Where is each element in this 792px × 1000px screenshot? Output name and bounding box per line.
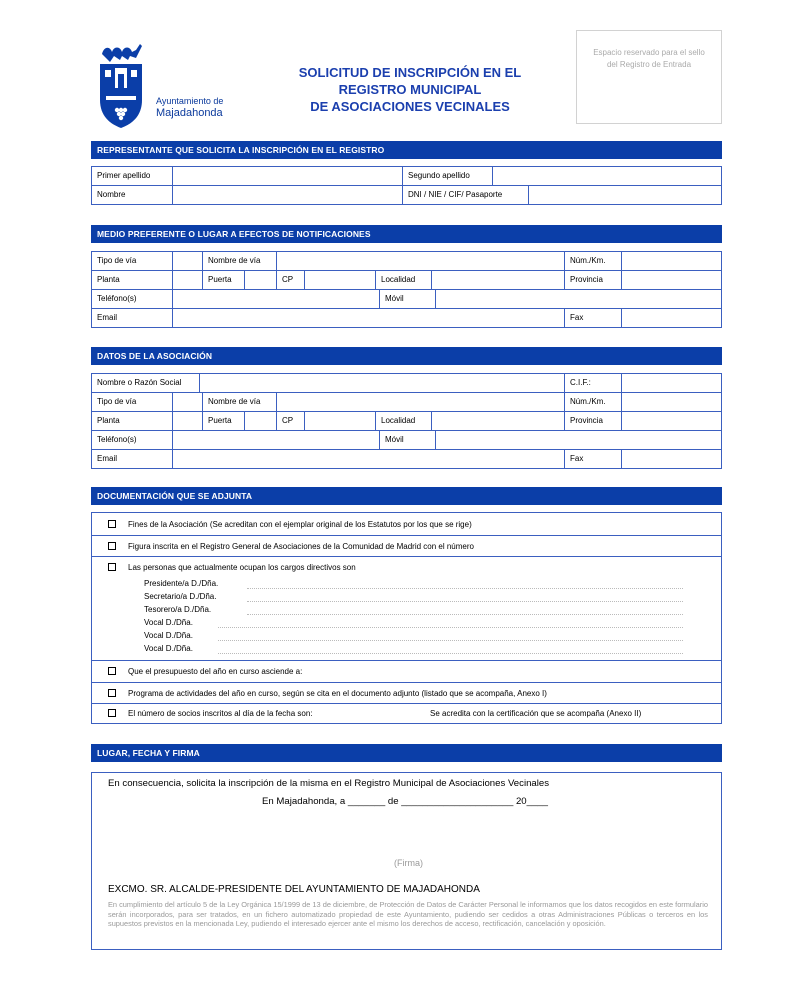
localidad-label: Localidad [376, 412, 432, 430]
representante-table [91, 166, 722, 205]
table-row [92, 412, 722, 431]
nombre-via-label: Nombre de vía [203, 252, 277, 270]
doc-item-socios [92, 704, 721, 723]
destinatario: EXCMO. SR. ALCALDE-PRESIDENTE DEL AYUNTAMIENTO DE MAJADAHONDA [108, 884, 480, 895]
cargo-vocal-2: Vocal D./Dña. [144, 631, 193, 640]
doc-item-label: Programa de actividades del año en curso, según se cita en el documento adjunto (listado que se acompaña, Anexo I) [128, 689, 547, 698]
puerta-label: Puerta [203, 271, 245, 289]
doc-item-label: Fines de la Asociación (Se acreditan con el ejemplar original de los Estatutos por los que se rige) [128, 520, 472, 529]
table-row [92, 450, 722, 469]
table-row [92, 309, 722, 328]
doc-item-presupuesto [92, 661, 721, 683]
movil-label: Móvil [380, 431, 436, 449]
doc-item-cargos [92, 557, 721, 661]
cargo-tesorero-line[interactable] [247, 614, 683, 615]
tipo-via-field[interactable] [173, 393, 203, 411]
logo-text-line1: Ayuntamiento de [156, 96, 224, 106]
checkbox-presupuesto[interactable] [108, 667, 116, 675]
fax-field[interactable] [622, 450, 722, 468]
doc-item-label: El número de socios inscritos al día de la fecha son: [128, 709, 313, 718]
checkbox-programa[interactable] [108, 689, 116, 697]
title-line-1: SOLICITUD DE INSCRIPCIÓN EN EL [298, 65, 522, 80]
email-label: Email [92, 450, 173, 468]
checkbox-socios[interactable] [108, 709, 116, 717]
nombre-field[interactable] [173, 186, 403, 204]
planta-field[interactable] [173, 271, 203, 289]
cp-field[interactable] [305, 271, 376, 289]
puerta-label: Puerta [203, 412, 245, 430]
puerta-field[interactable] [245, 412, 277, 430]
notificaciones-table [91, 251, 722, 328]
telefono-field[interactable] [173, 431, 380, 449]
tipo-via-label: Tipo de vía [92, 252, 173, 270]
firma-label: (Firma) [394, 858, 423, 868]
provincia-field[interactable] [622, 412, 722, 430]
cargo-secretario: Secretario/a D./Dña. [144, 592, 217, 601]
section-header-notificaciones: MEDIO PREFERENTE O LUGAR A EFECTOS DE NOTIFICACIONES [91, 225, 722, 243]
stamp-text-2: del Registro de Entrada [606, 60, 692, 69]
majadahonda-coat-of-arms-logo [96, 40, 146, 128]
cargo-vocal-1-line[interactable] [218, 627, 683, 628]
planta-field[interactable] [173, 412, 203, 430]
doc-item-fines [92, 513, 721, 536]
cargo-vocal-3: Vocal D./Dña. [144, 644, 193, 653]
fax-field[interactable] [622, 309, 722, 327]
cargo-presidente: Presidente/a D./Dña. [144, 579, 219, 588]
provincia-label: Provincia [565, 412, 622, 430]
nombre-via-field[interactable] [277, 393, 565, 411]
doc-item-label: Las personas que actualmente ocupan los cargos directivos son [128, 563, 356, 572]
checkbox-fines[interactable] [108, 520, 116, 528]
tipo-via-label: Tipo de vía [92, 393, 173, 411]
nombre-via-field[interactable] [277, 252, 565, 270]
asociacion-table [91, 373, 722, 469]
doc-item-programa [92, 683, 721, 704]
cargo-tesorero: Tesorero/a D./Dña. [144, 605, 212, 614]
planta-label: Planta [92, 412, 173, 430]
localidad-label: Localidad [376, 271, 432, 289]
lugar-fecha-line[interactable]: En Majadahonda, a _______ de _____________________ 20____ [262, 796, 548, 807]
segundo-apellido-label: Segundo apellido [403, 167, 493, 185]
checkbox-registro[interactable] [108, 542, 116, 550]
logo-text-line2: Majadahonda [156, 107, 223, 119]
primer-apellido-label: Primer apellido [92, 167, 173, 185]
title-line-2: REGISTRO MUNICIPAL [338, 82, 482, 97]
doc-item-label: Que el presupuesto del año en curso asciende a: [128, 667, 303, 676]
fax-label: Fax [565, 450, 622, 468]
num-km-label: Núm./Km. [565, 252, 622, 270]
section-header-asociacion: DATOS DE LA ASOCIACIÓN [91, 347, 722, 365]
doc-item-label: Figura inscrita en el Registro General de Asociaciones de la Comunidad de Madrid con el número [128, 542, 474, 551]
section-header-representante: REPRESENTANTE QUE SOLICITA LA INSCRIPCIÓN EN EL REGISTRO [91, 141, 722, 159]
provincia-field[interactable] [622, 271, 722, 289]
num-km-field[interactable] [622, 252, 722, 270]
cif-label: C.I.F.: [565, 374, 622, 392]
table-row [92, 186, 722, 205]
firma-box [91, 772, 722, 950]
segundo-apellido-field[interactable] [493, 167, 722, 185]
email-field[interactable] [173, 309, 565, 327]
section-header-firma: LUGAR, FECHA Y FIRMA [91, 744, 722, 762]
registry-stamp-box [576, 30, 722, 124]
stamp-text-1: Espacio reservado para el sello [593, 48, 705, 57]
table-row [92, 431, 722, 450]
documentacion-box [91, 512, 722, 724]
cargo-vocal-3-line[interactable] [218, 653, 683, 654]
telefono-field[interactable] [173, 290, 380, 308]
table-row [92, 393, 722, 412]
solicitud-text: En consecuencia, solicita la inscripción de la misma en el Registro Municipal de Asociaciones Vecinales [108, 778, 550, 789]
cargo-presidente-line[interactable] [247, 588, 683, 589]
nombre-via-label: Nombre de vía [203, 393, 277, 411]
localidad-field[interactable] [432, 271, 565, 289]
form-title [255, 64, 565, 115]
num-km-field[interactable] [622, 393, 722, 411]
doc-item-registro [92, 536, 721, 557]
razon-social-field[interactable] [200, 374, 565, 392]
tipo-via-field[interactable] [173, 252, 203, 270]
primer-apellido-field[interactable] [173, 167, 403, 185]
telefono-label: Teléfono(s) [92, 290, 173, 308]
email-label: Email [92, 309, 173, 327]
movil-label: Móvil [380, 290, 436, 308]
localidad-field[interactable] [432, 412, 565, 430]
dni-field[interactable] [529, 186, 722, 204]
email-field[interactable] [173, 450, 565, 468]
fax-label: Fax [565, 309, 622, 327]
movil-field[interactable] [436, 431, 722, 449]
section-header-documentacion: DOCUMENTACIÓN QUE SE ADJUNTA [91, 487, 722, 505]
num-km-label: Núm./Km. [565, 393, 622, 411]
table-row [92, 271, 722, 290]
table-row [92, 290, 722, 309]
dni-label: DNI / NIE / CIF/ Pasaporte [403, 186, 529, 204]
cargo-vocal-1: Vocal D./Dña. [144, 618, 193, 627]
razon-social-label: Nombre o Razón Social [92, 374, 200, 392]
telefono-label: Teléfono(s) [92, 431, 173, 449]
planta-label: Planta [92, 271, 173, 289]
checkbox-cargos[interactable] [108, 563, 116, 571]
cp-field[interactable] [305, 412, 376, 430]
cp-label: CP [277, 271, 305, 289]
table-row [92, 374, 722, 393]
cargo-secretario-line[interactable] [247, 601, 683, 602]
doc-item-socios-note: Se acredita con la certificación que se acompaña (Anexo II) [430, 709, 642, 718]
table-row [92, 252, 722, 271]
data-protection-notice: En cumplimiento del artículo 5 de la Ley Orgánica 15/1999 de 13 de diciembre, de Protección de Datos de Carácter Personal le informamos que los datos recogidos en este formulario serán incorporados, para ser tratados, en un fichero automatizado propiedad de este Ayuntamiento, pudiendo ser cedidos a otras Administraciones Públicas o terceros en los supuestos previstos en la mencionada Ley, pudiendo el interesado ejercer ante el mismo los derechos de acceso, rectificación, cancelación y oposición. [108, 900, 708, 929]
puerta-field[interactable] [245, 271, 277, 289]
provincia-label: Provincia [565, 271, 622, 289]
cif-field[interactable] [622, 374, 722, 392]
cp-label: CP [277, 412, 305, 430]
nombre-label: Nombre [92, 186, 173, 204]
cargo-vocal-2-line[interactable] [218, 640, 683, 641]
title-line-3: DE ASOCIACIONES VECINALES [310, 99, 510, 114]
table-row [92, 167, 722, 186]
movil-field[interactable] [436, 290, 722, 308]
